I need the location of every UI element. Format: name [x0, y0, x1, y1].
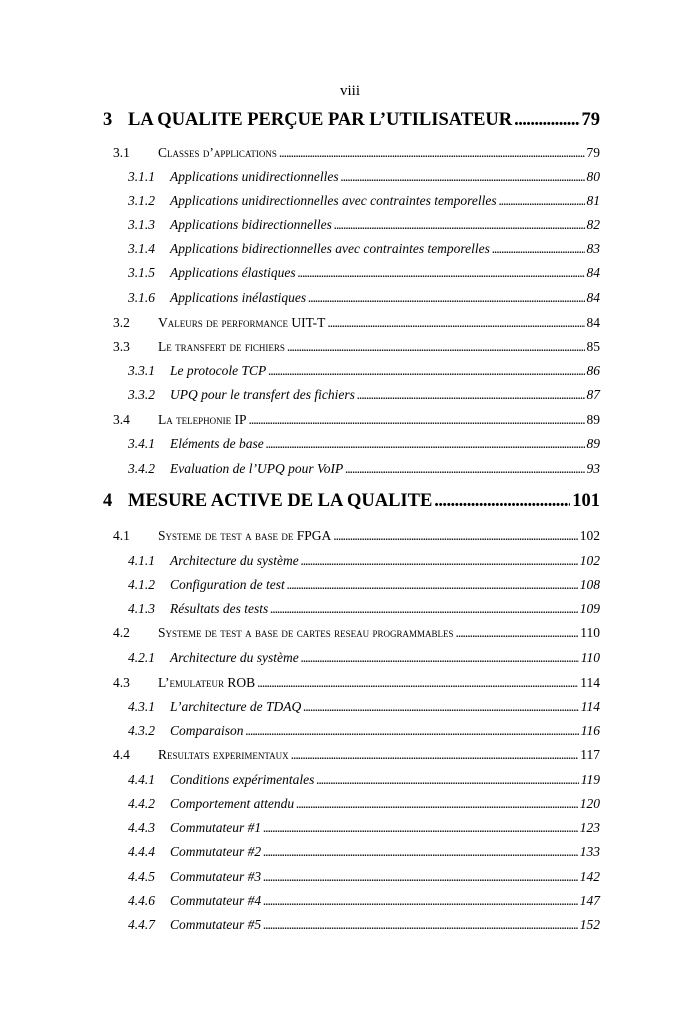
- entry-number: 3.1.3: [128, 217, 155, 232]
- entry-number: 3.3.1: [128, 363, 155, 378]
- entry-title: Valeurs de performance UIT-T: [158, 315, 326, 330]
- entry-title: Commutateur #2: [170, 844, 262, 859]
- toc-subsection-entry[interactable]: [128, 363, 600, 379]
- entry-title: La telephonie IP: [158, 412, 247, 427]
- toc-section-entry[interactable]: [113, 747, 600, 763]
- entry-page: 109: [579, 601, 600, 616]
- dot-leader: [301, 650, 579, 666]
- dot-leader: [357, 387, 585, 403]
- entry-number: 3.1.6: [128, 290, 155, 305]
- entry-title: Applications bidirectionnelles: [170, 217, 332, 232]
- entry-page: 119: [580, 772, 600, 787]
- entry-number: 4.3: [113, 675, 130, 690]
- entry-number: 4.4.5: [128, 869, 155, 884]
- toc-subsection-entry[interactable]: [128, 436, 600, 452]
- dot-leader: [303, 699, 579, 715]
- entry-number: 4.4.2: [128, 796, 155, 811]
- entry-number: 3.4: [113, 412, 130, 427]
- entry-title: L’architecture de TDAQ: [170, 699, 302, 714]
- entry-page: 114: [580, 699, 600, 714]
- entry-number: 4.4.3: [128, 820, 155, 835]
- dot-leader: [316, 772, 578, 788]
- entry-page: 142: [579, 869, 600, 884]
- entry-page: 110: [580, 650, 600, 665]
- entry-number: 3.4.2: [128, 461, 155, 476]
- entry-number: 3.3: [113, 339, 130, 354]
- entry-title: Resultats experimentaux: [158, 747, 289, 762]
- toc-subsection-entry[interactable]: [128, 241, 600, 257]
- dot-leader: [434, 491, 570, 512]
- toc-subsection-entry[interactable]: [128, 917, 600, 933]
- dot-leader: [268, 363, 584, 379]
- entry-title: MESURE ACTIVE DE LA QUALITE: [128, 491, 433, 511]
- entry-number: 4.4.1: [128, 772, 155, 787]
- entry-number: 3.1.5: [128, 265, 155, 280]
- toc-subsection-entry[interactable]: [128, 290, 600, 306]
- dot-leader: [263, 869, 578, 885]
- entry-page: 85: [586, 339, 600, 354]
- dot-leader: [249, 412, 585, 428]
- entry-page: 84: [586, 290, 600, 305]
- entry-page: 89: [586, 436, 600, 451]
- dot-leader: [327, 315, 584, 331]
- entry-number: 4.1.3: [128, 601, 155, 616]
- entry-page: 82: [586, 217, 600, 232]
- entry-number: 4.4: [113, 747, 130, 762]
- dot-leader: [263, 917, 578, 933]
- toc-subsection-entry[interactable]: [128, 601, 600, 617]
- toc-section-entry[interactable]: [113, 528, 600, 544]
- entry-page: 102: [579, 553, 600, 568]
- toc-subsection-entry[interactable]: [128, 772, 600, 788]
- entry-page: 108: [579, 577, 600, 592]
- entry-title: L’emulateur ROB: [158, 675, 256, 690]
- entry-page: 147: [579, 893, 600, 908]
- dot-leader: [456, 625, 579, 641]
- dot-leader: [514, 110, 579, 131]
- entry-page: 79: [581, 110, 600, 130]
- dot-leader: [287, 339, 585, 355]
- entry-number: 3.1.4: [128, 241, 155, 256]
- toc-subsection-entry[interactable]: [128, 820, 600, 836]
- toc-subsection-entry[interactable]: [128, 577, 600, 593]
- entry-page: 89: [586, 412, 600, 427]
- entry-title: Le transfert de fichiers: [158, 339, 285, 354]
- dot-leader: [263, 893, 578, 909]
- entry-number: 4.4.6: [128, 893, 155, 908]
- toc-subsection-entry[interactable]: [128, 169, 600, 185]
- entry-title: Applications bidirectionnelles avec contraintes temporelles: [170, 241, 490, 256]
- entry-title: Architecture du système: [170, 650, 299, 665]
- entry-number: 4.1: [113, 528, 130, 543]
- toc-section-entry[interactable]: [113, 315, 600, 331]
- toc-section-entry[interactable]: [113, 339, 600, 355]
- entry-title: Applications inélastiques: [170, 290, 307, 305]
- entry-number: 4.2.1: [128, 650, 155, 665]
- entry-title: Comparaison: [170, 723, 244, 738]
- entry-title: Commutateur #5: [170, 917, 262, 932]
- entry-title: Evaluation de l’UPQ pour VoIP: [170, 461, 344, 476]
- dot-leader: [301, 553, 578, 569]
- entry-page: 116: [580, 723, 600, 738]
- entry-page: 101: [572, 491, 600, 511]
- entry-number: 4.4.7: [128, 917, 155, 932]
- dot-leader: [345, 461, 584, 477]
- entry-number: 3.2: [113, 315, 130, 330]
- dot-leader: [266, 436, 585, 452]
- entry-number: 3.3.2: [128, 387, 155, 402]
- toc-chapter-entry[interactable]: [103, 491, 600, 512]
- entry-title: Applications élastiques: [170, 265, 296, 280]
- entry-title: Eléments de base: [170, 436, 264, 451]
- dot-leader: [308, 290, 584, 306]
- entry-title: Classes d’applications: [158, 145, 277, 160]
- entry-page: 93: [586, 461, 600, 476]
- entry-page: 110: [580, 625, 600, 640]
- entry-page: 83: [586, 241, 600, 256]
- entry-page: 81: [586, 193, 600, 208]
- dot-leader: [287, 577, 578, 593]
- toc-subsection-entry[interactable]: [128, 699, 600, 715]
- dot-leader: [291, 747, 579, 763]
- entry-number: 3.4.1: [128, 436, 155, 451]
- entry-title: Applications unidirectionnelles avec contraintes temporelles: [170, 193, 497, 208]
- dot-leader: [296, 796, 578, 812]
- toc-subsection-entry[interactable]: [128, 553, 600, 569]
- entry-page: 79: [586, 145, 600, 160]
- entry-title: Résultats des tests: [170, 601, 269, 616]
- entry-number: 3.1.2: [128, 193, 155, 208]
- toc-subsection-entry[interactable]: [128, 650, 600, 666]
- dot-leader: [263, 844, 578, 860]
- dot-leader: [279, 145, 585, 161]
- dot-leader: [499, 193, 585, 209]
- entry-number: 4: [103, 491, 113, 511]
- toc-subsection-entry[interactable]: [128, 461, 600, 477]
- entry-title: Architecture du système: [170, 553, 299, 568]
- toc-subsection-entry[interactable]: [128, 723, 600, 739]
- toc-subsection-entry[interactable]: [128, 217, 600, 233]
- entry-title: UPQ pour le transfert des fichiers: [170, 387, 355, 402]
- dot-leader: [492, 241, 585, 257]
- entry-title: Applications unidirectionnelles: [170, 169, 339, 184]
- dot-leader: [341, 169, 585, 185]
- entry-title: LA QUALITE PERÇUE PAR L’UTILISATEUR: [128, 110, 513, 130]
- entry-number: 4.2: [113, 625, 130, 640]
- entry-title: Systeme de test a base de FPGA: [158, 528, 332, 543]
- entry-number: 4.3.1: [128, 699, 155, 714]
- toc-section-entry[interactable]: [113, 625, 600, 641]
- entry-page: 120: [579, 796, 600, 811]
- entry-page: 87: [586, 387, 600, 402]
- toc-subsection-entry[interactable]: [128, 844, 600, 860]
- toc-subsection-entry[interactable]: [128, 796, 600, 812]
- entry-title: Comportement attendu: [170, 796, 295, 811]
- toc-subsection-entry[interactable]: [128, 387, 600, 403]
- toc-section-entry[interactable]: [113, 145, 600, 161]
- entry-title: Systeme de test a base de cartes reseau programmables: [158, 625, 454, 640]
- toc-subsection-entry[interactable]: [128, 893, 600, 909]
- entry-title: Le protocole TCP: [170, 363, 267, 378]
- entry-number: 3: [103, 110, 113, 130]
- entry-number: 4.4.4: [128, 844, 155, 859]
- entry-page: 133: [579, 844, 600, 859]
- entry-number: 3.1: [113, 145, 130, 160]
- dot-leader: [263, 820, 578, 836]
- entry-page: 117: [580, 747, 600, 762]
- entry-number: 3.1.1: [128, 169, 155, 184]
- entry-number: 4.3.2: [128, 723, 155, 738]
- dot-leader: [257, 675, 578, 691]
- entry-page: 80: [586, 169, 600, 184]
- dot-leader: [334, 217, 585, 233]
- entry-page: 84: [586, 265, 600, 280]
- entry-page: 86: [586, 363, 600, 378]
- entry-page: 102: [579, 528, 600, 543]
- entry-page: 123: [579, 820, 600, 835]
- entry-page: 152: [579, 917, 600, 932]
- entry-number: 4.1.2: [128, 577, 155, 592]
- toc-subsection-entry[interactable]: [128, 869, 600, 885]
- toc-subsection-entry[interactable]: [128, 193, 600, 209]
- entry-page: 114: [580, 675, 600, 690]
- toc-section-entry[interactable]: [113, 412, 600, 428]
- dot-leader: [246, 723, 579, 739]
- entry-page: 84: [586, 315, 600, 330]
- dot-leader: [298, 265, 585, 281]
- entry-title: Conditions expérimentales: [170, 772, 315, 787]
- entry-title: Configuration de test: [170, 577, 285, 592]
- page-number: viii: [339, 83, 360, 99]
- toc-chapter-entry[interactable]: [103, 110, 600, 131]
- entry-title: Commutateur #3: [170, 869, 262, 884]
- dot-leader: [270, 601, 578, 617]
- entry-number: 4.1.1: [128, 553, 155, 568]
- dot-leader: [333, 528, 577, 544]
- entry-title: Commutateur #4: [170, 893, 262, 908]
- toc-section-entry[interactable]: [113, 675, 600, 691]
- toc-subsection-entry[interactable]: [128, 265, 600, 281]
- entry-title: Commutateur #1: [170, 820, 262, 835]
